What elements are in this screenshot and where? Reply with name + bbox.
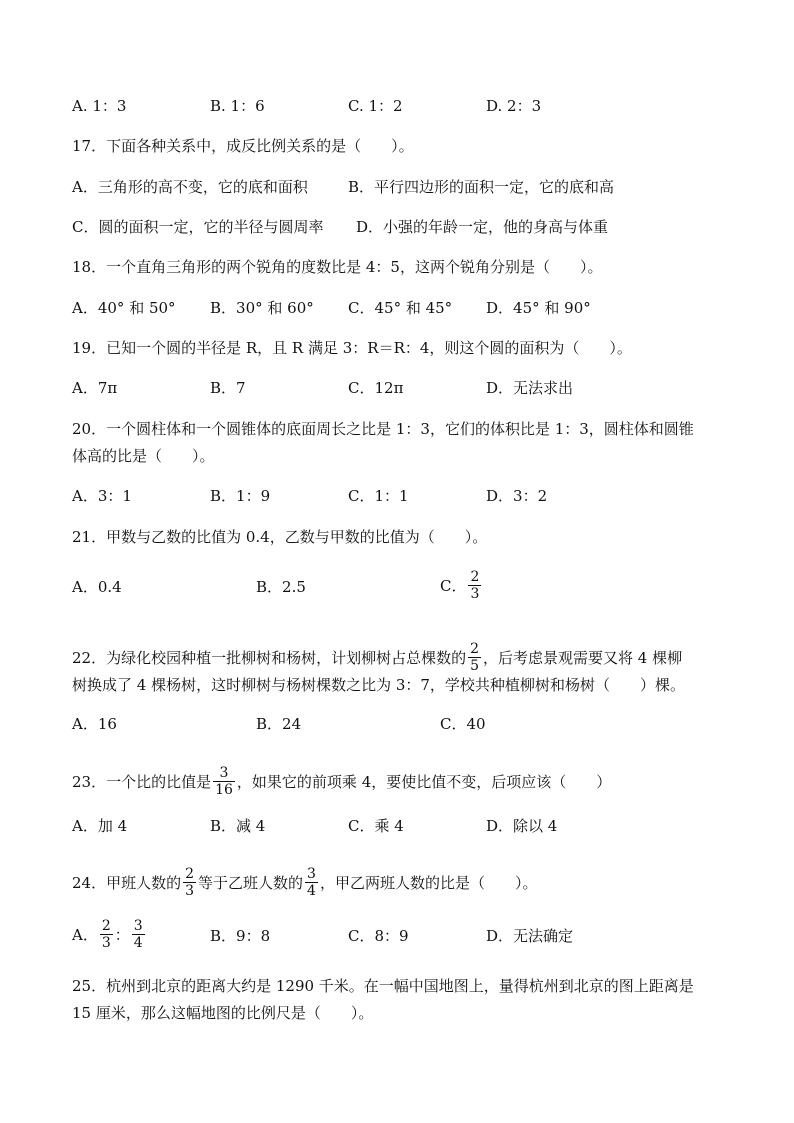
q22-option-a: A．16 bbox=[72, 715, 117, 733]
q17-option-b: B．平行四边形的面积一定，它的底和高 bbox=[348, 178, 615, 196]
q21-option-c-fraction bbox=[468, 569, 481, 602]
q18-option-c: C．45° 和 45° bbox=[348, 299, 453, 317]
q20-option-b: B．1：9 bbox=[210, 487, 271, 505]
q23-options bbox=[72, 816, 732, 836]
q23-fraction bbox=[213, 765, 235, 798]
q23-stem bbox=[72, 765, 611, 798]
q22-stem-part1: 22．为绿化校园种植一批柳树和杨树，计划柳树占总棵数的 bbox=[72, 648, 467, 667]
q20-option-c: C．1：1 bbox=[348, 487, 409, 505]
q16-option-a: A. 1：3 bbox=[72, 97, 127, 115]
q24-option-d: D．无法确定 bbox=[486, 927, 574, 945]
q24-options bbox=[72, 918, 732, 951]
q21-option-b: B．2.5 bbox=[256, 578, 306, 596]
fraction-numerator: 2 bbox=[101, 918, 111, 934]
q17-option-c: C．圆的面积一定，它的半径与圆周率 bbox=[72, 218, 324, 236]
q20-option-d: D．3：2 bbox=[486, 487, 548, 505]
fraction-numerator: 3 bbox=[307, 866, 316, 882]
fraction-numerator: 3 bbox=[219, 765, 229, 781]
q24-option-b: B．9：8 bbox=[210, 927, 271, 945]
q25-stem-line1: 25．杭州到北京的距离大约是 1290 千米。在一幅中国地图上，量得杭州到北京的图上距离是 bbox=[72, 977, 694, 995]
q22-fraction bbox=[468, 641, 481, 674]
q19-stem: 19．已知一个圆的半径是 R，且 R 满足 3：R＝R：4，则这个圆的面积为（ ）。 bbox=[72, 339, 632, 357]
q21-options bbox=[72, 569, 732, 602]
q22-option-b: B．24 bbox=[256, 715, 302, 733]
q25-stem-line2: 15 厘米，那么这幅地图的比例尺是（ ）。 bbox=[72, 1004, 374, 1022]
fraction-denominator: 3 bbox=[470, 586, 480, 602]
q22-option-c: C．40 bbox=[440, 715, 486, 733]
q21-option-c bbox=[440, 569, 483, 602]
q16-option-d: D. 2：3 bbox=[486, 97, 542, 115]
q24-stem bbox=[72, 866, 537, 899]
q23-option-d: D．除以 4 bbox=[486, 817, 558, 835]
q17-option-a: A．三角形的高不变，它的底和面积 bbox=[72, 178, 308, 196]
fraction-denominator: 16 bbox=[215, 782, 233, 798]
q20-option-a: A．3：1 bbox=[72, 487, 132, 505]
q22-stem-line2: 树换成了 4 棵杨树，这时柳树与杨树棵数之比为 3：7，学校共种植柳树和杨树（ ）棵。 bbox=[72, 676, 685, 694]
q24-option-c: C．8：9 bbox=[348, 927, 409, 945]
q18-option-b: B．30° 和 60° bbox=[210, 299, 314, 317]
q22-options bbox=[72, 714, 732, 734]
q24-option-a-fraction-1 bbox=[100, 918, 113, 951]
q19-option-b: B．7 bbox=[210, 379, 246, 397]
q17-options-row1 bbox=[72, 177, 732, 197]
q16-option-b: B. 1：6 bbox=[210, 97, 265, 115]
q24-fraction-2 bbox=[305, 866, 318, 899]
q24-option-a bbox=[72, 918, 147, 951]
q17-options-row2 bbox=[72, 217, 732, 237]
q16-option-c: C. 1：2 bbox=[348, 97, 403, 115]
q24-option-a-fraction-2 bbox=[132, 918, 145, 951]
q18-option-d: D．45° 和 90° bbox=[486, 299, 591, 317]
fraction-denominator: 3 bbox=[101, 935, 111, 951]
q16-options bbox=[72, 96, 732, 116]
fraction-numerator: 2 bbox=[470, 569, 480, 585]
q20-stem-line2: 体高的比是（ ）。 bbox=[72, 447, 215, 465]
q23-option-b: B．减 4 bbox=[210, 817, 266, 835]
q24-option-a-label: A． bbox=[72, 925, 98, 944]
q19-options bbox=[72, 378, 732, 398]
q22-stem-line1 bbox=[72, 641, 682, 674]
q20-options bbox=[72, 486, 732, 506]
q19-option-d: D．无法求出 bbox=[486, 379, 574, 397]
q17-option-d: D．小强的年龄一定，他的身高与体重 bbox=[356, 218, 609, 236]
q23-option-a: A．加 4 bbox=[72, 817, 128, 835]
q18-stem: 18．一个直角三角形的两个锐角的度数比是 4：5，这两个锐角分别是（ ）。 bbox=[72, 258, 603, 276]
q17-stem: 17．下面各种关系中，成反比例关系的是（ ）。 bbox=[72, 137, 414, 155]
fraction-denominator: 3 bbox=[185, 883, 195, 899]
q20-stem-line1: 20．一个圆柱体和一个圆锥体的底面周长之比是 1：3，它们的体积比是 1：3，圆柱体和圆锥 bbox=[72, 420, 694, 438]
q24-stem-part1: 24．甲班人数的 bbox=[72, 873, 182, 892]
fraction-numerator: 3 bbox=[133, 918, 143, 934]
q21-option-c-label: C． bbox=[440, 576, 467, 595]
q22-stem-part2: ，后考虑景观需要又将 4 棵柳 bbox=[483, 648, 683, 667]
q23-stem-part2: ，如果它的前项乘 4，要使比值不变，后项应该（ ） bbox=[236, 772, 612, 791]
q23-stem-part1: 23．一个比的比值是 bbox=[72, 772, 212, 791]
q21-option-a: A．0.4 bbox=[72, 578, 122, 596]
q24-fraction-1 bbox=[183, 866, 196, 899]
q23-option-c: C．乘 4 bbox=[348, 817, 404, 835]
q18-options bbox=[72, 298, 732, 318]
q19-option-c: C．12π bbox=[348, 379, 404, 397]
q21-stem: 21．甲数与乙数的比值为 0.4，乙数与甲数的比值为（ ）。 bbox=[72, 528, 488, 546]
fraction-denominator: 4 bbox=[307, 883, 316, 899]
fraction-numerator: 2 bbox=[470, 641, 480, 657]
fraction-denominator: 5 bbox=[470, 658, 480, 674]
q24-stem-part2: 等于乙班人数的 bbox=[198, 873, 304, 892]
fraction-denominator: 4 bbox=[133, 935, 143, 951]
q18-option-a: A．40° 和 50° bbox=[72, 299, 176, 317]
q19-option-a: A．7π bbox=[72, 379, 118, 397]
q24-stem-part3: ，甲乙两班人数的比是（ ）。 bbox=[319, 873, 538, 892]
fraction-numerator: 2 bbox=[185, 866, 195, 882]
q24-option-a-separator: ： bbox=[114, 925, 130, 944]
